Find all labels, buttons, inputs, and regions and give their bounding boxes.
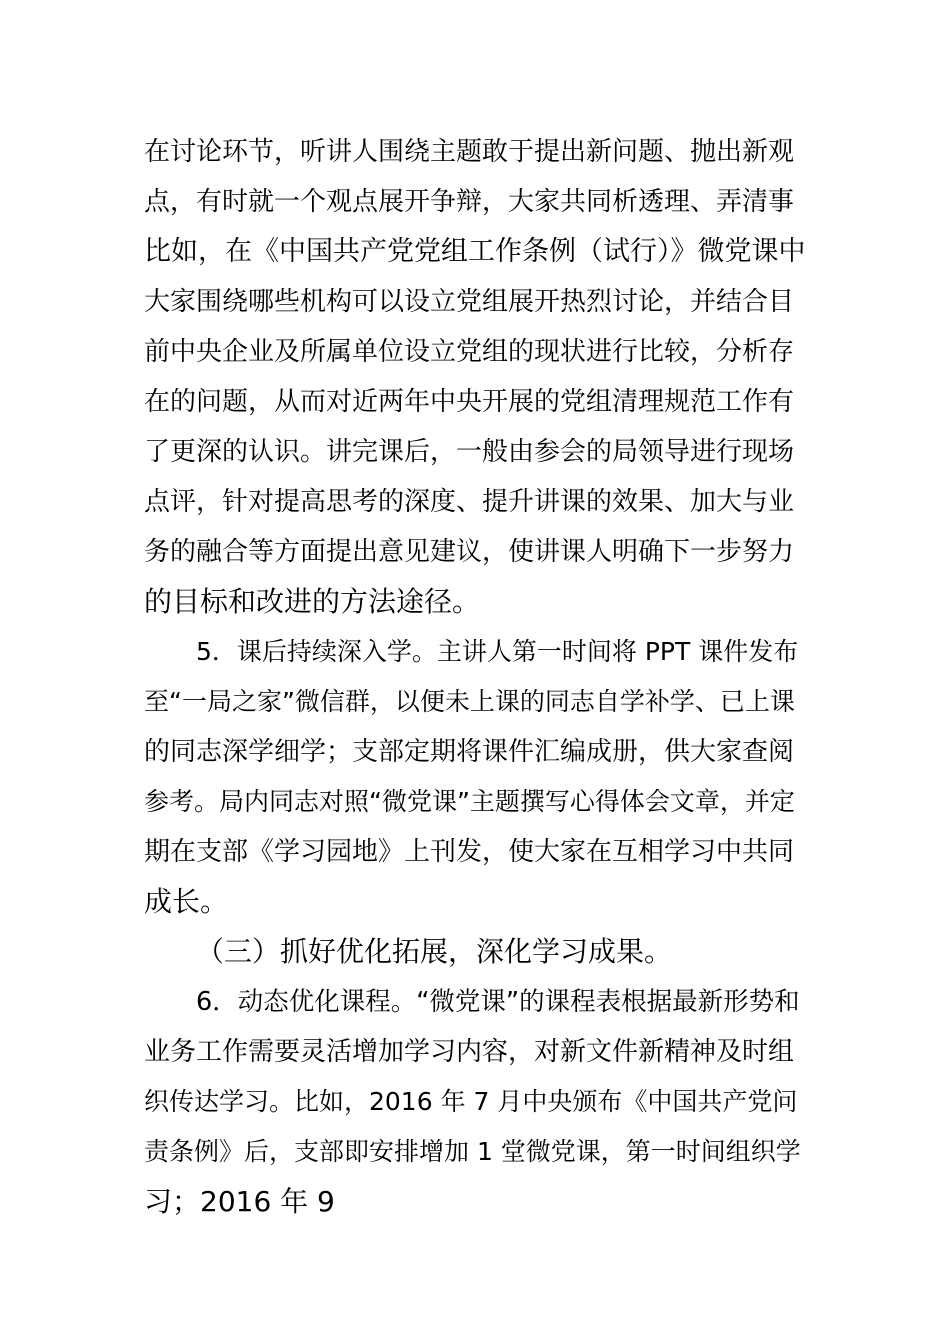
paragraph-6-heading: 6．动态优化课程。“微党课”的课程表根据最新形势和: [196, 987, 800, 1017]
text-line: 前中央企业及所属单位设立党组的现状进行比较，分析存: [144, 337, 795, 367]
text-line: 了更深的认识。讲完课后，一般由参会的局领导进行现场: [144, 437, 795, 467]
text-line: 业务工作需要灵活增加学习内容，对新文件新精神及时组: [144, 1037, 795, 1067]
text-line: 责条例》后，支部即安排增加 1 堂微党课，第一时间组织学: [144, 1137, 801, 1166]
text-line: 点，有时就一个观点展开争辩，大家共同析透理、弄清事: [144, 187, 795, 217]
text-line: 务的融合等方面提出意见建议，使讲课人明确下一步努力: [144, 537, 795, 567]
section-heading: （三）抓好优化拓展，深化学习成果。: [196, 935, 673, 968]
text-line: 在讨论环节，听讲人围绕主题敢于提出新问题、抛出新观: [144, 137, 795, 167]
text-line: 成长。: [144, 885, 229, 918]
text-line: 参考。局内同志对照“微党课”主题撰写心得体会文章，并定: [144, 787, 795, 816]
text-line: 在的问题，从而对近两年中央开展的党组清理规范工作有: [144, 387, 795, 417]
paragraph-5-heading: 5．课后持续深入学。主讲人第一时间将 PPT 课件发布: [196, 637, 799, 666]
text-line: 点评，针对提高思考的深度、提升讲课的效果、加大与业: [144, 487, 795, 517]
text-line: 习；2016 年 9: [144, 1185, 335, 1218]
text-line: 期在支部《学习园地》上刊发，使大家在互相学习中共同: [144, 837, 795, 867]
text-line: 织传达学习。比如，2016 年 7 月中央颁布《中国共产党问: [144, 1087, 798, 1116]
text-line: 的目标和改进的方法途径。: [144, 585, 481, 618]
text-line: 的同志深学细学；支部定期将课件汇编成册，供大家查阅: [144, 737, 795, 767]
text-line: 大家围绕哪些机构可以设立党组展开热烈讨论，并结合目: [144, 287, 795, 317]
text-line: 比如，在《中国共产党党组工作条例（试行）》微党课中: [144, 236, 806, 267]
text-line: 至“一局之家”微信群，以便未上课的同志自学补学、已上课: [144, 687, 795, 716]
